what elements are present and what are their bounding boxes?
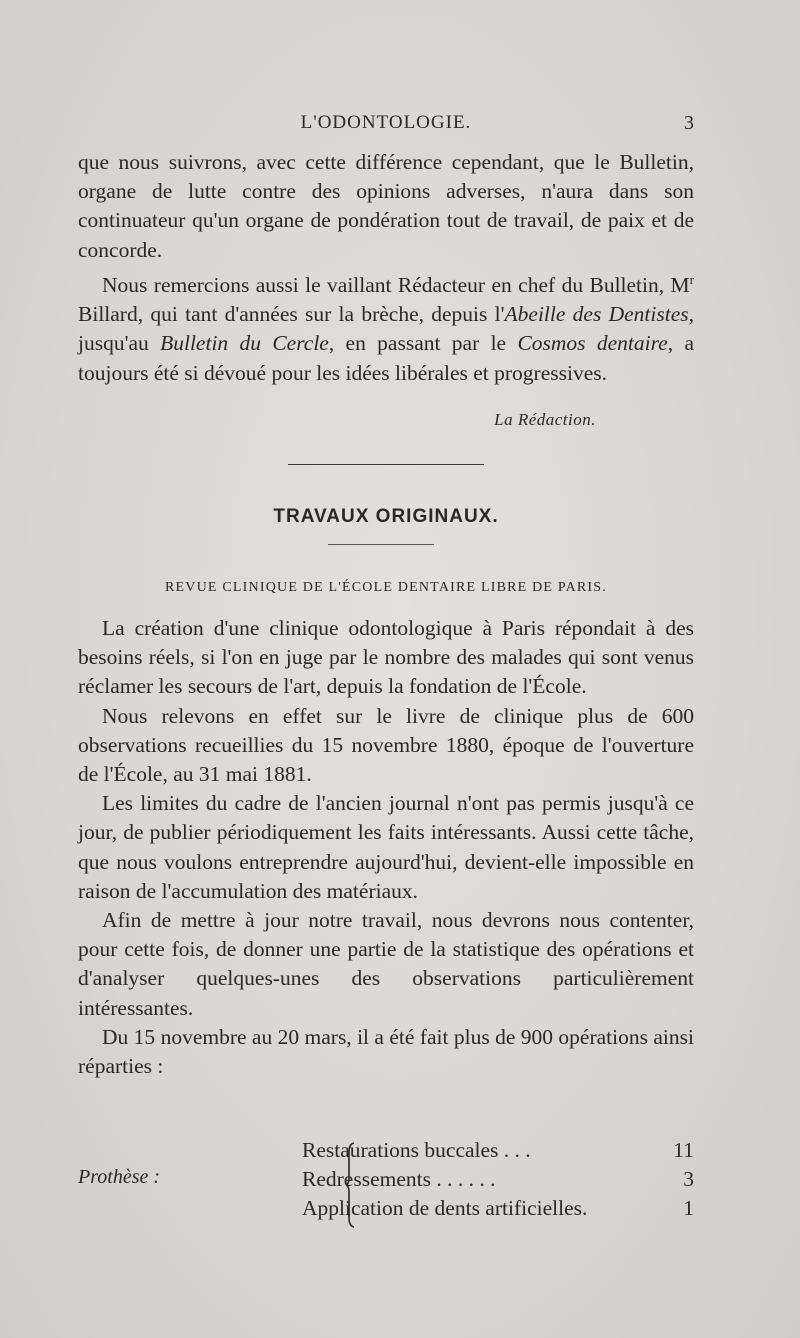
intro-paragraph-1: que nous suivrons, avec cette différence cependant, que le Bulletin, organe de lutte contre des opinions adverses, n'aura dans son continuateur qu'un organe de pondération tout de travail, de paix et de concorde. (78, 150, 694, 262)
table-row (302, 1196, 694, 1224)
section-title: TRAVAUX ORIGINAUX. (273, 506, 499, 527)
p2-italic-abeille: Abeille des Dentistes (504, 302, 689, 327)
intro-text (78, 148, 694, 388)
running-head (78, 112, 694, 142)
table-row (302, 1138, 694, 1166)
article-paragraph: Du 15 novembre au 20 mars, il a été fait plus de 900 opérations ainsi réparties : (78, 1024, 694, 1079)
p2-text-b: Billard, qui tant d'années sur la brèche, depuis l' (78, 302, 505, 327)
table-row (302, 1167, 694, 1195)
article-paragraph: Nous relevons en effet sur le livre de clinique plus de 600 observations recueillies du 15 novembre 1880, époque de l'ouverture de l'École, au 31 mai 1881. (78, 703, 694, 787)
row-name: Redressements . . . . . . (302, 1167, 496, 1191)
section-divider (288, 464, 484, 465)
running-title: L'ODONTOLOGIE. (300, 112, 472, 133)
row-count: 1 (683, 1196, 694, 1220)
p2-text-a: Nous remercions aussi le vaillant Rédacteur en chef du Bulletin, M (102, 272, 690, 297)
signature: La Rédaction. (494, 410, 596, 429)
operations-table (78, 1136, 694, 1228)
p2-superscript: r (689, 271, 694, 287)
page-number: 3 (684, 112, 694, 134)
p2-text-c: , jusqu'au (78, 302, 694, 356)
p2-italic-bulletin: Bulletin du Cercle (160, 331, 329, 356)
article-paragraph: Les limites du cadre de l'ancien journal n'ont pas permis jusqu'à ce jour, de publier périodiquement les faits intéressants. Aussi cette tâche, que nous voulons entreprendre aujourd'hui, devient-elle impossible en raison de l'accumulation des matériaux. (78, 791, 694, 903)
row-count: 11 (673, 1138, 694, 1162)
p2-text-d: , en passant par le (328, 331, 518, 356)
row-count: 3 (683, 1167, 694, 1191)
p2-italic-cosmos: Cosmos dentaire (517, 331, 668, 356)
article-paragraph: Afin de mettre à jour notre travail, nous devrons nous contenter, pour cette fois, de donner une partie de la statistique des opérations et d'analyser quelques-unes des observations particulièrement intéressantes. (78, 908, 694, 1020)
row-name: Application de dents artificielles. (302, 1196, 588, 1220)
article-text (78, 614, 694, 1081)
table-label: Prothèse : (78, 1166, 161, 1188)
intro-paragraph-2 (78, 265, 694, 388)
title-rule (328, 544, 434, 545)
article-paragraph: La création d'une clinique odontologique à Paris répondait à des besoins réels, si l'on en juge par le nombre des malades qui sont venus réclamer les secours de l'art, depuis la fondation de l'École. (78, 616, 694, 699)
p2-text-e: , a toujours été si dévoué pour les idées libérales et progressives. (78, 331, 694, 385)
row-name: Restaurations buccales . . . (302, 1138, 531, 1162)
subheading: REVUE CLINIQUE DE L'ÉCOLE DENTAIRE LIBRE DE PARIS. (165, 580, 607, 595)
